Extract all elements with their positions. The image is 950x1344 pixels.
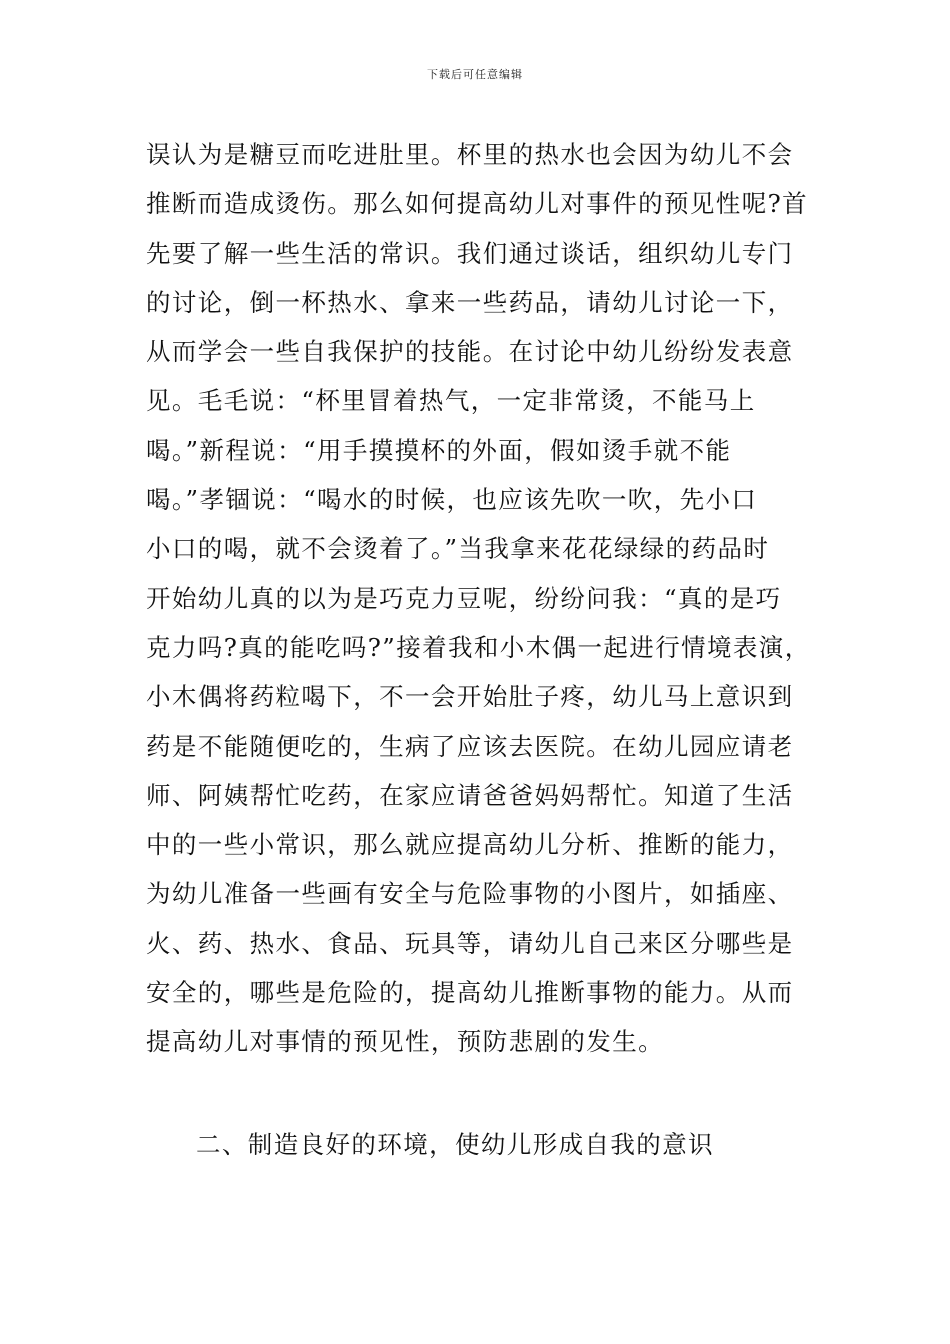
paragraph-line: 喝。”新程说：“用手摸摸杯的外面，假如烫手就不能 [146,435,732,465]
paragraph-line: 从而学会一些自我保护的技能。在讨论中幼儿纷纷发表意 [146,337,794,367]
paragraph-line: 见。毛毛说：“杯里冒着热气，一定非常烫，不能马上 [146,386,756,416]
paragraph-line: 小木偶将药粒喝下，不一会开始肚子疼，幼儿马上意识到 [146,682,794,712]
paragraph-line: 先要了解一些生活的常识。我们通过谈话，组织幼儿专门 [146,238,794,268]
paragraph-line: 的讨论，倒一杯热水、拿来一些药品，请幼儿讨论一下， [146,287,794,317]
body-paragraph [146,130,846,1067]
paragraph-line: 为幼儿准备一些画有安全与危险事物的小图片，如插座、 [146,879,794,909]
paragraph-line: 药是不能随便吃的，生病了应该去医院。在幼儿园应请老 [146,731,794,761]
paragraph-line: 误认为是糖豆而吃进肚里。杯里的热水也会因为幼儿不会 [146,140,794,169]
paragraph-line: 喝。”孝锢说：“喝水的时候，也应该先吹一吹，先小口 [146,485,758,515]
section-heading: 二、制造良好的环境，使幼儿形成自我的意识 [196,1130,714,1159]
paragraph-line: 开始幼儿真的以为是巧克力豆呢，纷纷问我：“真的是巧 [146,583,782,613]
paragraph-line: 小口的喝，就不会烫着了。”当我拿来花花绿绿的药品时 [146,534,770,564]
paragraph-line: 提高幼儿对事情的预见性，预防悲剧的发生。 [146,1027,664,1057]
paragraph-line: 安全的，哪些是危险的，提高幼儿推断事物的能力。从而 [146,978,794,1008]
paragraph-line: 中的一些小常识，那么就应提高幼儿分析、推断的能力， [146,830,794,860]
paragraph-line: 推断而造成烫伤。那么如何提高幼儿对事件的预见性呢?首 [146,189,809,219]
paragraph-line: 火、药、热水、食品、玩具等，请幼儿自己来区分哪些是 [146,928,794,958]
paragraph-line: 克力吗?真的能吃吗?”接着我和小木偶一起进行情境表演， [146,632,811,662]
paragraph-line: 师、阿姨帮忙吃药，在家应请爸爸妈妈帮忙。知道了生活 [146,780,794,810]
page-header-note: 下载后可任意编辑 [427,68,523,81]
